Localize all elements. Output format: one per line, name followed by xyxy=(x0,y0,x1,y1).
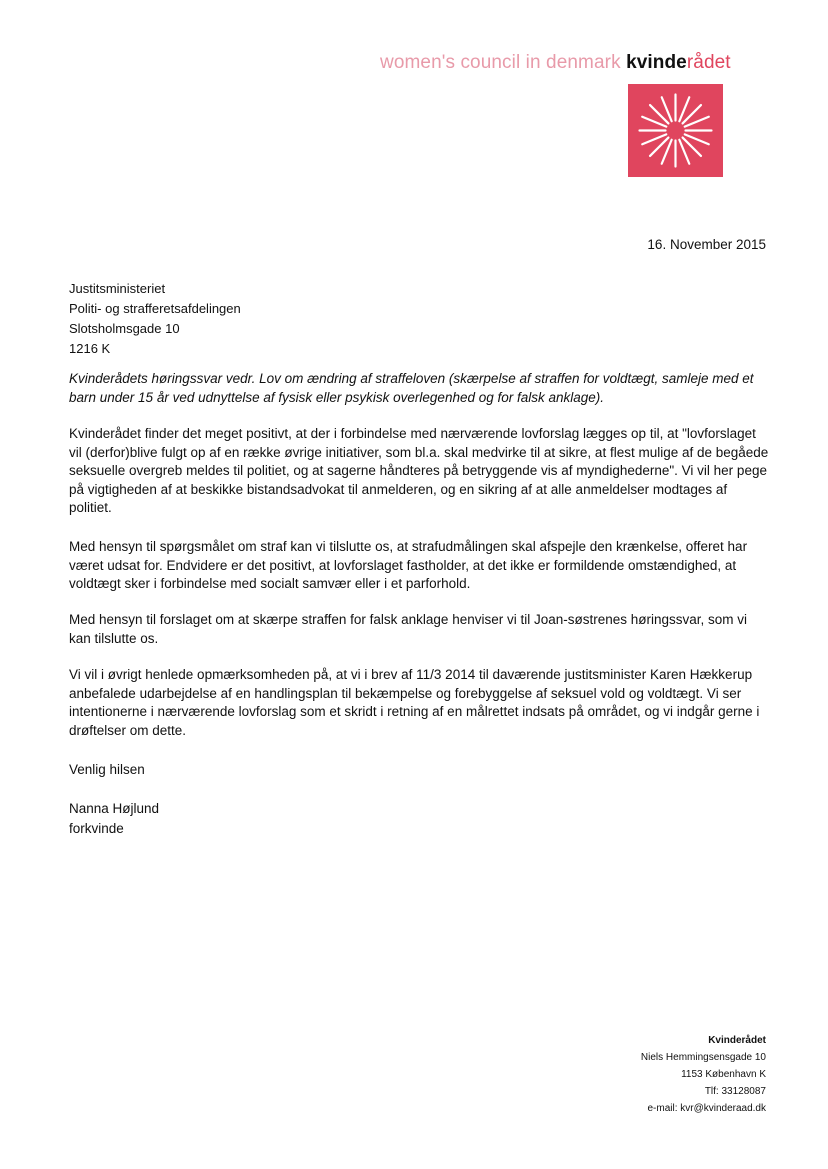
closing-greeting: Venlig hilsen xyxy=(69,762,145,777)
recipient-line: Justitsministeriet xyxy=(69,281,166,296)
recipient-line: Slotsholmsgade 10 xyxy=(69,321,180,336)
footer-city: 1153 København K xyxy=(681,1069,766,1080)
signer-name: Nanna Højlund xyxy=(69,801,160,816)
body-paragraph: Med hensyn til forslaget om at skærpe straffen for falsk anklage henviser vi til Joan-søstrenes høringssvar, som vi kan tilslutte os. xyxy=(69,612,748,646)
brand-name-bold: kvinde xyxy=(626,52,687,73)
recipient-address xyxy=(69,279,241,359)
letter-subject: Kvinderådets høringssvar vedr. Lov om ændring af straffeloven (skærpelse af straffen for voldtægt, samleje med et barn under 15 år ved udnyttelse af fysisk eller psykisk overlegenhed og for falsk anklage). xyxy=(69,371,754,405)
recipient-line: Politi- og strafferetsafdelingen xyxy=(69,301,241,316)
recipient-line: 1216 K xyxy=(69,341,111,356)
footer-address xyxy=(641,1032,766,1117)
letter-date: 16. November 2015 xyxy=(647,237,766,252)
footer-org-name: Kvinderådet xyxy=(708,1035,766,1046)
body-paragraph: Vi vil i øvrigt henlede opmærksomheden på, at vi i brev af 11/3 2014 til daværende justitsminister Karen Hækkerup anbefalede udarbejdelse af en handlingsplan til bekæmpelse og forebyggelse af seksuel vold og voldtægt. Vi ser intentionerne i nærværende lovforslag som et skridt i retning af en målrettet indsats på området, og vi indgår gerne i drøftelser om dette. xyxy=(69,667,760,738)
letterhead-tagline xyxy=(380,52,731,74)
body-paragraph: Med hensyn til spørgsmålet om straf kan vi tilslutte os, at strafudmålingen skal afspejle den krænkelse, offeret har været udsat for. Endvidere er det positivt, at lovforslaget fastholder, at det ikke er formildende omstændighed, at voldtægt sker i forbindelse med socialt samvær eller i et parforhold. xyxy=(69,539,748,591)
signer-title: forkvinde xyxy=(69,821,124,836)
signature-block xyxy=(69,799,159,839)
tagline-text: women's council in denmark xyxy=(380,52,621,73)
body-paragraph: Kvinderådet finder det meget positivt, at der i forbindelse med nærværende lovforslag lægges op til, at "lovforslaget vil (derfor)blive fulgt op af en række øvrige initiativer, som bl.a. skal medvirke til at sikre, at flest mulige af de begåede seksuelle overgreb meldes til politiet, og at sagerne håndteres på betryggende vis af myndighederne". Vi vil her pege på vigtigheden af at beskikke bistandsadvokat til anmelderen, og en sikring af at alle anmeldelser modtages af politiet. xyxy=(69,426,769,515)
sunburst-logo-icon xyxy=(628,84,723,177)
brand-name-color: rådet xyxy=(686,52,731,73)
footer-email: e-mail: kvr@kvinderaad.dk xyxy=(647,1103,766,1114)
footer-phone: Tlf: 33128087 xyxy=(704,1086,766,1097)
footer-street: Niels Hemmingsensgade 10 xyxy=(640,1052,766,1063)
